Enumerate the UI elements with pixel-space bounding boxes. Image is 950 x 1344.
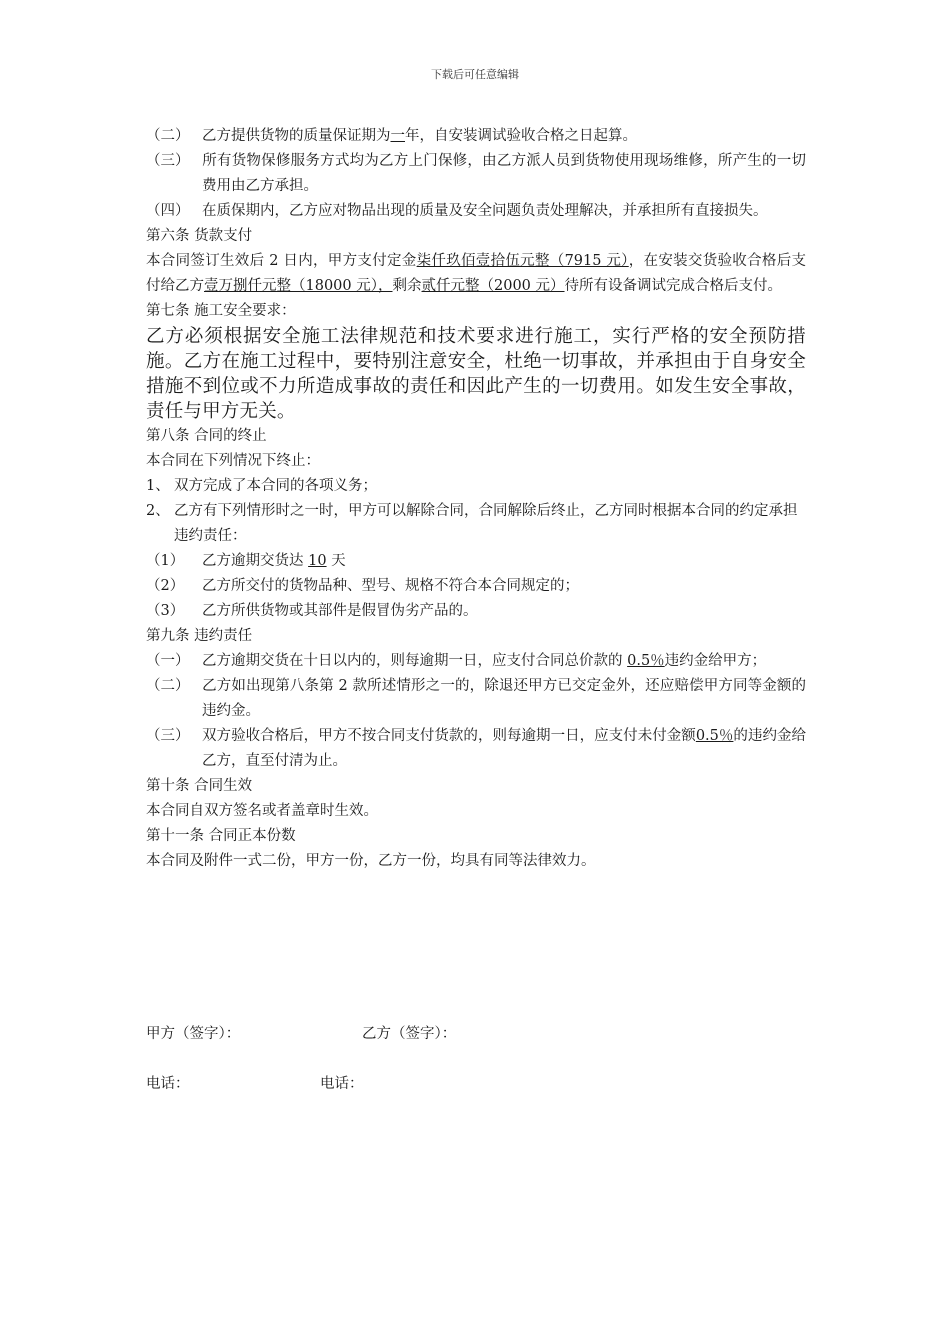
party-b-phone-label: 电话： [320, 1076, 364, 1092]
article-8-title: 第八条 合同的终止 [146, 428, 267, 444]
article-6-body: 本合同签订生效后 2 日内，甲方支付定金柒仟玖佰壹拾伍元整（7915 元），在安装交货验收合格后支付给乙方壹万捌仟元整（18000 元），剩余贰仟元整（2000 元）待所有设备调试完成合格后支付。 [146, 253, 806, 294]
article-10-body: 本合同自双方签名或者盖章时生效。 [146, 803, 378, 819]
party-a-phone-label: 电话： [146, 1076, 190, 1092]
page-header: 下载后可任意编辑 [431, 68, 519, 81]
article-11-body: 本合同及附件一式二份，甲方一份，乙方一份，均具有同等法律效力。 [146, 853, 596, 869]
party-a-signature-label: 甲方（签字）： [146, 1026, 241, 1042]
article-7-body: 乙方必须根据安全施工法律规范和技术要求进行施工，实行严格的安全预防措施。乙方在施工过程中，要特别注意安全，杜绝一切事故，并承担由于自身安全措施不到位或不力所造成事故的责任和因此产生的一切费用。如发生安全事故，责任与甲方无关。 [146, 326, 806, 422]
contract-body [146, 124, 806, 874]
article-8-item: 1、 双方完成了本合同的各项义务； [146, 478, 377, 494]
article-8-item: 2、 乙方有下列情形时之一时，甲方可以解除合同，合同解除后终止，乙方同时根据本合同的约定承担违约责任： [146, 503, 798, 544]
warranty-item: （二） 乙方提供货物的质量保证期为一年，自安装调试验收合格之日起算。 [146, 128, 637, 144]
article-7-title: 第七条 施工安全要求： [146, 303, 296, 319]
article-11-title: 第十一条 合同正本份数 [146, 828, 296, 844]
article-9-item: （二） 乙方如出现第八条第 2 款所述情形之一的，除退还甲方已交定金外，还应赔偿甲方同等金额的违约金。 [146, 678, 806, 719]
warranty-item: （三） 所有货物保修服务方式均为乙方上门保修，由乙方派人员到货物使用现场维修，所产生的一切费用由乙方承担。 [146, 153, 806, 194]
article-10-title: 第十条 合同生效 [146, 778, 253, 794]
article-8-subitem: （2） 乙方所交付的货物品种、型号、规格不符合本合同规定的； [146, 578, 579, 594]
article-8-subitem: （1） 乙方逾期交货达 10 天 [146, 553, 346, 569]
article-9-item: （一） 乙方逾期交货在十日以内的，则每逾期一日，应支付合同总价款的 0.5％违约金给甲方； [146, 653, 767, 669]
article-9-title: 第九条 违约责任 [146, 628, 253, 644]
warranty-item: （四） 在质保期内，乙方应对物品出现的质量及安全问题负责处理解决，并承担所有直接损失。 [146, 203, 768, 219]
party-b-signature-label: 乙方（签字）： [362, 1026, 457, 1042]
article-9-item: （三） 双方验收合格后，甲方不按合同支付货款的，则每逾期一日，应支付未付金额0.5％的违约金给乙方，直至付清为止。 [146, 728, 807, 769]
article-8-intro: 本合同在下列情况下终止： [146, 453, 320, 469]
article-8-subitem: （3） 乙方所供货物或其部件是假冒伪劣产品的。 [146, 603, 478, 619]
article-6-title: 第六条 货款支付 [146, 228, 253, 244]
